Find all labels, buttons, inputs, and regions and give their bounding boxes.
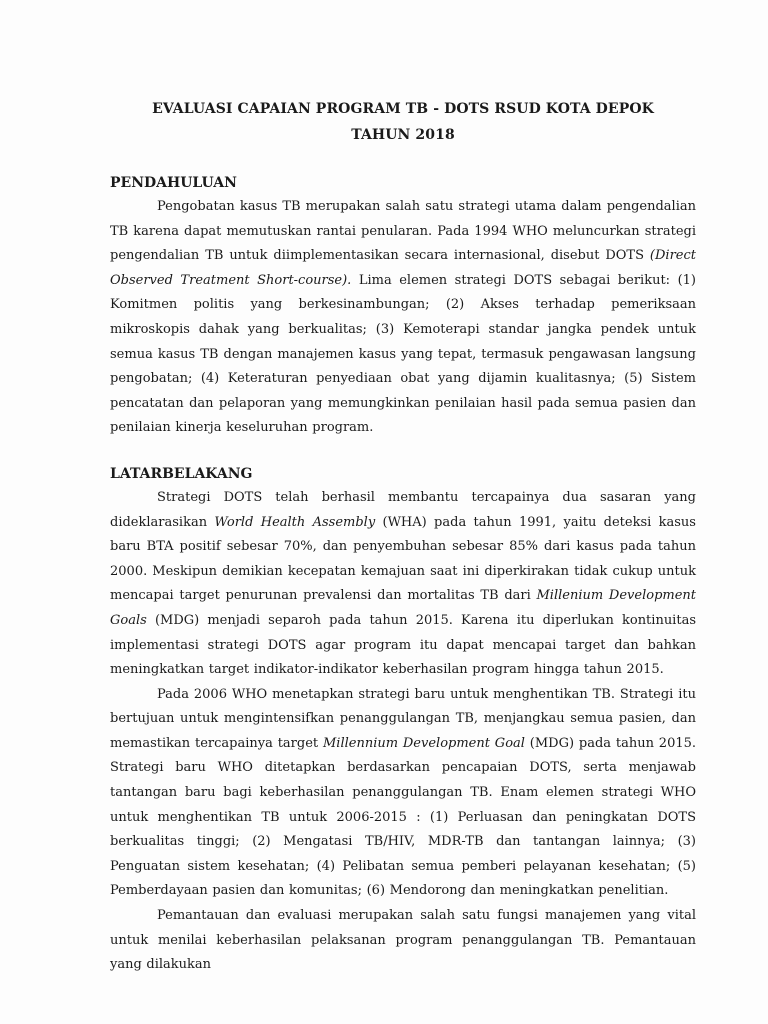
italic-text: (Direct Observed Treatment Short-course).	[110, 248, 696, 288]
paragraph-latarbelakang-1: Strategi DOTS telah berhasil membantu tercapainya dua sasaran yang dideklarasikan World Health Assembly (WHA) pada tahun 1991, yaitu deteksi kasus baru BTA positif sebesar 70%, dan penyembuhan sebesar 85% dari kasus pada tahun 2000. Meskipun demikian kecepatan kemajuan saat ini diperkirakan tidak cukup untuk mencapai target penurunan prevalensi dan mortalitas TB dari Millenium Development Goals (MDG) menjadi separoh pada tahun 2015. Karena itu diperlukan kontinuitas implementasi strategi DOTS agar program itu dapat mencapai target dan bahkan meningkatkan target indikator-indikator keberhasilan program hingga tahun 2015.	[110, 489, 697, 678]
paragraph-latarbelakang-2: Pada 2006 WHO menetapkan strategi baru untuk menghentikan TB. Strategi itu bertujuan untuk mengintensifkan penanggulangan TB, menjangkau semua pasien, dan memastikan tercapainya target Millennium Development Goal (MDG) pada tahun 2015. Strategi baru WHO ditetapkan berdasarkan pencapaian DOTS, serta menjawab tantangan baru bagi keberhasilan penanggulangan TB. Enam elemen strategi WHO untuk menghentikan TB untuk 2006-2015 : (1) Perluasan dan peningkatan DOTS berkualitas tinggi; (2) Mengatasi TB/HIV, MDR-TB dan tantangan lainnya; (3) Penguatan sistem kesehatan; (4) Pelibatan semua pemberi pelayanan kesehatan; (5) Pemberdayaan pasien dan komunitas; (6) Mendorong dan meningkatkan penelitian.	[110, 686, 697, 899]
section-heading-latarbelakang: LATARBELAKANG	[110, 465, 253, 482]
italic-text: World Health Assembly	[214, 514, 376, 530]
paragraph-latarbelakang-3: Pemantauan dan evaluasi merupakan salah satu fungsi manajemen yang vital untuk menilai keberhasilan pelaksanan program penanggulangan TB. Pemantauan yang dilakukan	[110, 908, 696, 973]
italic-text: Millennium Development Goal	[322, 735, 525, 751]
italic-text: Millenium Development Goals	[110, 588, 697, 628]
section-heading-pendahuluan: PENDAHULUAN	[110, 175, 237, 191]
document-title-line1: EVALUASI CAPAIAN PROGRAM TB - DOTS RSUD KOTA DEPOK	[152, 101, 654, 117]
paragraph-pendahuluan-1: Pengobatan kasus TB merupakan salah satu strategi utama dalam pengendalian TB karena dapat memutuskan rantai penularan. Pada 1994 WHO meluncurkan strategi pengendalian TB untuk diimplementasikan secara internasional, disebut DOTS (Direct Observed Treatment Short-course). Lima elemen strategi DOTS sebagai berikut: (1) Komitmen politis yang berkesinambungan; (2) Akses terhadap pemeriksaan mikroskopis dahak yang berkualitas; (3) Kemoterapi standar jangka pendek untuk semua kasus TB dengan manajemen kasus yang tepat, termasuk pengawasan langsung pengobatan; (4) Keteraturan penyediaan obat yang dijamin kualitasnya; (5) Sistem pencatatan dan pelaporan yang memungkinkan penilaian hasil pada semua pasien dan penilaian kinerja keseluruhan program.	[110, 199, 696, 436]
document-content	[110, 96, 696, 978]
document-title-line2: TAHUN 2018	[351, 127, 455, 143]
